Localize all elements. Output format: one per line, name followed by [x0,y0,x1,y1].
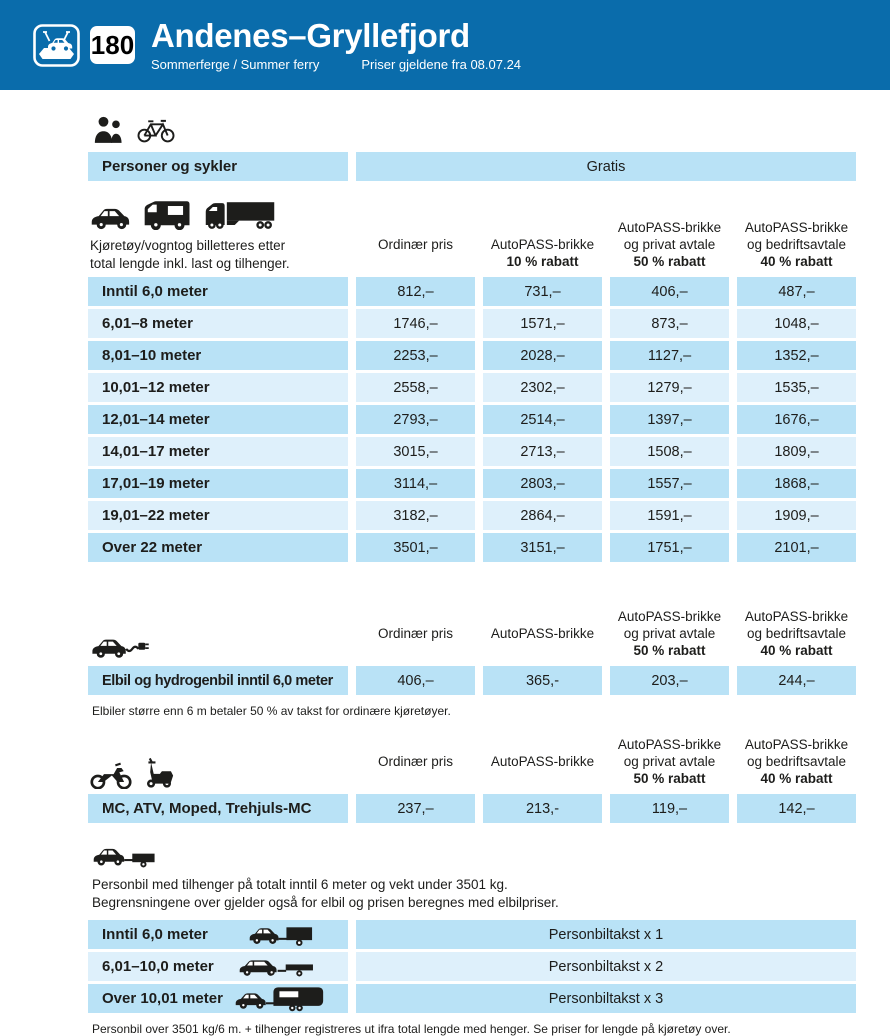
length-category-label: 12,01–14 meter [88,405,348,434]
trailer-fare-value: Personbiltakst x 2 [356,952,856,981]
trailer-fare-value: Personbiltakst x 1 [356,920,856,949]
price-cell: 2803,– [483,469,602,498]
electric-section [88,608,868,718]
trailer-note-line1: Personbil med tilhenger på totalt inntil 6 meter og vekt under 3501 kg. [92,877,508,892]
price-cell: 3501,– [356,533,475,562]
trailer-fare-value: Personbiltakst x 3 [356,984,856,1013]
column-header-ordinary-price: Ordinær pris [377,754,453,769]
price-cell: 1591,– [610,501,729,530]
length-category-label: 19,01–22 meter [88,501,348,530]
electric-footnote: Elbiler større enn 6 m betaler 50 % av takst for ordinære kjøretøyer. [92,704,451,718]
prices-valid-from: Priser gjeldene fra 08.07.24 [361,56,522,72]
length-category-label: 17,01–19 meter [88,469,348,498]
motorhome-icon [142,199,192,230]
length-category-label: Over 22 meter [88,533,348,562]
column-header-ordinary-price: Ordinær pris [377,626,453,641]
column-header-autopass: AutoPASS-brikke 10 % rabatt [490,237,595,269]
price-cell: 244,– [737,666,856,695]
price-cell: 1535,– [737,373,856,402]
table-row [88,952,856,981]
price-cell: 1676,– [737,405,856,434]
price-cell: 3182,– [356,501,475,530]
header [0,0,890,90]
mc-table-header [88,736,856,794]
price-cell: 142,– [737,794,856,823]
route-number: 180 [90,29,135,60]
vehicles-section [88,199,868,562]
passengers-section [88,116,868,181]
ferry-type-subtitle: Sommerferge / Summer ferry [151,56,320,72]
trailer-note-line2: Begrensningene over gjelder også for elbil og prisen beregnes med elbilpriser. [92,895,559,910]
price-cell: 3151,– [483,533,602,562]
price-cell: 1909,– [737,501,856,530]
table-row [88,437,856,466]
vehicle-table-header [88,199,856,277]
price-cell: 1751,– [610,533,729,562]
moped-icon [144,757,174,789]
car-with-trailer-icon [92,845,164,870]
price-cell: 1746,– [356,309,475,338]
route-number-badge [90,26,135,64]
truck-icon [204,199,276,230]
price-cell: 3015,– [356,437,475,466]
price-cell: 365,- [483,666,602,695]
price-cell: 487,– [737,277,856,306]
table-row [88,666,856,695]
mc-section [88,736,868,823]
price-cell: 2713,– [483,437,602,466]
price-cell: 1397,– [610,405,729,434]
passenger-fare-label: Personer og sykler [88,152,348,181]
column-header-autopass-business: AutoPASS-brikke og bedriftsavtale 40 % rabatt [744,737,849,786]
table-row [88,373,856,402]
price-cell: 2028,– [483,341,602,370]
page-title: Andenes–Gryllefjord [151,16,470,54]
electric-table-header [88,608,856,666]
length-category-label: 6,01–8 meter [88,309,348,338]
price-cell: 1557,– [610,469,729,498]
length-category-label: 14,01–17 meter [88,437,348,466]
length-category-label: 10,01–12 meter [88,373,348,402]
motorcycle-icon [90,761,132,789]
price-cell: 1809,– [737,437,856,466]
length-category-label: Inntil 6,0 meter [88,277,348,306]
price-cell: 406,– [610,277,729,306]
passenger-fare-value: Gratis [356,152,856,181]
table-row [88,309,856,338]
price-cell: 2101,– [737,533,856,562]
table-row [88,533,856,562]
column-header-autopass-private: AutoPASS-brikke og privat avtale 50 % rabatt [617,737,722,786]
price-cell: 2302,– [483,373,602,402]
ferry-icon [33,24,80,67]
price-sheet [0,116,868,1036]
column-header-autopass-private: AutoPASS-brikke og privat avtale 50 % rabatt [617,220,722,269]
column-header-autopass: AutoPASS-brikke [490,754,595,769]
table-row [88,984,856,1013]
car-with-caravan-icon [234,985,330,1013]
price-cell: 2864,– [483,501,602,530]
table-row [88,501,856,530]
table-row [88,405,856,434]
trailer-length-label: 6,01–10,0 meter [88,952,348,981]
price-cell: 213,- [483,794,602,823]
electric-category-label: Elbil og hydrogenbil inntil 6,0 meter [88,666,348,695]
trailer-footnote: Personbil over 3501 kg/6 m. + tilhenger registreres ut ifra total lengde med henger. Se priser for lengde på kjøretøy over. [92,1022,731,1036]
passengers-icon [94,116,125,143]
car-with-box-trailer-icon [248,922,330,948]
price-cell: 1508,– [610,437,729,466]
price-cell: 2558,– [356,373,475,402]
electric-icon-cell [88,635,348,666]
price-cell: 3114,– [356,469,475,498]
column-header-autopass-private: AutoPASS-brikke og privat avtale 50 % rabatt [617,609,722,658]
trailer-length-label: Over 10,01 meter [88,984,348,1013]
vehicle-ticketing-note-line2: total lengde inkl. last og tilhenger. [90,255,290,271]
table-row [88,469,856,498]
vehicle-description-cell [88,199,348,277]
electric-car-icon [90,635,152,661]
price-cell: 731,– [483,277,602,306]
price-cell: 1571,– [483,309,602,338]
passenger-fare-row [88,152,856,181]
trailer-length-label: Inntil 6,0 meter [88,920,348,949]
mc-icon-cell [88,757,348,794]
price-cell: 119,– [610,794,729,823]
length-category-label: 8,01–10 meter [88,341,348,370]
trailer-section [88,845,868,1036]
price-cell: 2793,– [356,405,475,434]
bicycle-icon [137,116,175,143]
table-row [88,920,856,949]
price-cell: 873,– [610,309,729,338]
mc-category-label: MC, ATV, Moped, Trehjuls-MC [88,794,348,823]
car-with-flat-trailer-icon [238,955,330,979]
price-cell: 1048,– [737,309,856,338]
car-icon [90,207,130,230]
vehicle-ticketing-note-line1: Kjøretøy/vogntog billetteres etter [90,238,286,253]
price-cell: 1868,– [737,469,856,498]
price-cell: 237,– [356,794,475,823]
price-cell: 1127,– [610,341,729,370]
table-row [88,341,856,370]
column-header-ordinary-price: Ordinær pris [377,237,453,252]
price-cell: 812,– [356,277,475,306]
price-cell: 203,– [610,666,729,695]
column-header-autopass-business: AutoPASS-brikke og bedriftsavtale 40 % rabatt [744,220,849,269]
column-header-autopass: AutoPASS-brikke [490,626,595,641]
price-cell: 1279,– [610,373,729,402]
price-cell: 1352,– [737,341,856,370]
price-cell: 2514,– [483,405,602,434]
column-header-autopass-business: AutoPASS-brikke og bedriftsavtale 40 % rabatt [744,609,849,658]
table-row [88,277,856,306]
price-cell: 406,– [356,666,475,695]
table-row [88,794,856,823]
price-cell: 2253,– [356,341,475,370]
